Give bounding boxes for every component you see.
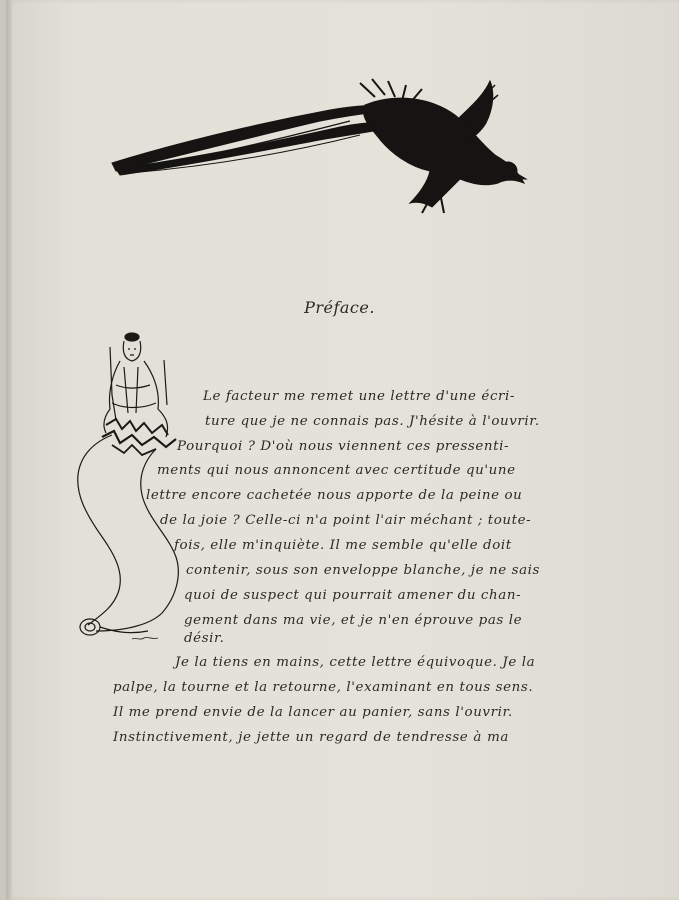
- text-line-8: contenir, sous son enveloppe blanche, je ne sais: [186, 563, 541, 578]
- seated-figure-illustration: [72, 325, 187, 645]
- text-line-14: Il me prend envie de la lancer au panier, sans l'ouvrir.: [113, 705, 513, 720]
- page-edge: [6, 0, 12, 900]
- text-line-4: ments qui nous annoncent avec certitude qu'une: [157, 463, 516, 478]
- text-line-12: Je la tiens en mains, cette lettre équivoque. Je la: [175, 655, 536, 670]
- preface-heading: Préface.: [304, 298, 375, 317]
- text-line-6: de la joie ? Celle-ci n'a point l'air méchant ; toute-: [160, 513, 532, 528]
- text-line-7: fois, elle m'inquiète. Il me semble qu'elle doit: [174, 538, 512, 553]
- text-line-11: désir.: [184, 631, 225, 646]
- text-line-2: ture que je ne connais pas. J'hésite à l'ouvrir.: [205, 414, 540, 429]
- text-line-5: lettre encore cachetée nous apporte de la peine ou: [146, 488, 523, 503]
- pheasant-illustration: [110, 75, 530, 215]
- text-line-13: palpe, la tourne et la retourne, l'examinant en tous sens.: [113, 680, 534, 695]
- text-line-10: gement dans ma vie, et je n'en éprouve pas le: [184, 613, 523, 628]
- text-line-3: Pourquoi ? D'où nous viennent ces pressenti-: [177, 439, 510, 454]
- text-line-9: quoi de suspect qui pourrait amener du chan-: [184, 588, 522, 603]
- text-line-15: Instinctivement, je jette un regard de tendresse à ma: [113, 730, 509, 745]
- text-line-1: Le facteur me remet une lettre d'une écri-: [203, 389, 516, 404]
